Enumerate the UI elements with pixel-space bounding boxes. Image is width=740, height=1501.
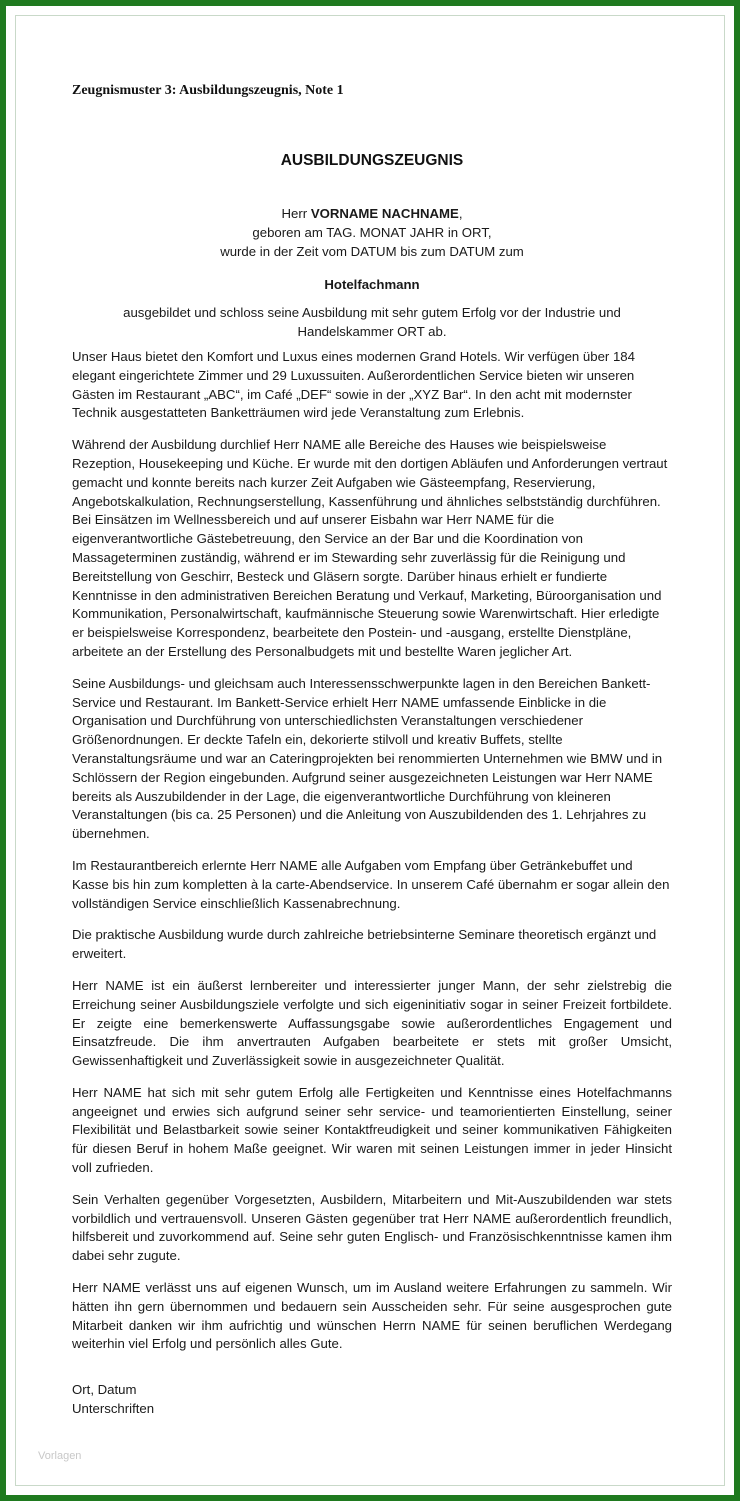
signatures: Unterschriften [72, 1400, 155, 1416]
paragraph-conduct: Sein Verhalten gegenüber Vorgesetzten, Ausbildern, Mitarbeitern und Mit-Auszubildenden war stets vorbildlich und vertrauensvoll. Unseren Gästen gegenüber trat Herr NAME außerordentlich freundlich, hilfsbereit und zuvorkommend auf. Seine sehr guten Englisch- und Französischkenntnisse kamen ihm dabei sehr zugute. [72, 1191, 672, 1264]
completion-statement: ausgebildet und schloss seine Ausbildung mit sehr gutem Erfolg vor der Industrie und Handelskammer ORT ab. [123, 305, 621, 339]
paragraph-hotel: Unser Haus bietet den Komfort und Luxus eines modernen Grand Hotels. Wir verfügen über 184 elegant eingerichtete Zimmer und 29 Luxussuiten. Außerordentlichen Service bieten wir unseren Gästen im Restaurant „ABC“, im Café „DEF“ sowie in der „XYZ Bar“. In den acht mit modernster Technik ausgestatteten Banketträumen wird jede Veranstaltung zum Erlebnis. [72, 349, 635, 421]
paragraph-skills: Herr NAME hat sich mit sehr gutem Erfolg alle Fertigkeiten und Kenntnisse eines Hotelfachmanns angeeignet und erwies sich aufgrund seiner sehr service- und teamorientierten Einstellung, seiner Flexibilität und Belastbarkeit sowie seiner Kontaktfreudigkeit und seiner kommunikativen Fähigkeiten für diesen Beruf in hohem Maße geeignet. Wir waren mit seinen Leistungen immer in jeder Hinsicht voll zufrieden. [72, 1084, 672, 1176]
profession: Hotelfachmann [324, 277, 420, 292]
paragraph-departments: Während der Ausbildung durchlief Herr NAME alle Bereiche des Hauses wie beispielsweise Rezeption, Housekeeping und Küche. Er wurde mit den dortigen Abläufen und Anforderungen vertraut gemacht und konnte bereits nach kurzer Zeit Aufgaben wie Gästeempfang, Reservierung, Angebotskalkulation, Rechnungserstellung, Kassenführung und ähnliches selbstständig durchführen. Bei Einsätzen im Wellnessbereich und auf unserer Eisbahn war Herr NAME für die eigenverantwortliche Gästebetreuung, den Service an der Bar und die Koordination von Massageterminen zuständig, während er im Stewarding sehr zuverlässig für die Reinigung und Bereitstellung von Geschirr, Besteck und Gläsern sorgte. Darüber hinaus erhielt er fundierte Kenntnisse in den administrativen Bereichen Beratung und Verkauf, Marketing, Büroorganisation und Kommunikation, Personalwirtschaft, kaufmännische Steuerung sowie Warenwirtschaft. Hier erledigte er beispielsweise Korrespondenz, bearbeitete den Postein- und -ausgang, erstellte Dienstpläne, arbeitete an der Erstellung des Personalbudgets mit und bestellte Waren jeglicher Art. [72, 437, 668, 659]
intro-block [72, 205, 672, 261]
paragraph-farewell: Herr NAME verlässt uns auf eigenen Wunsch, um im Ausland weitere Erfahrungen zu sammeln. Wir hätten ihn gern übernommen und bedauern sein Ausscheiden sehr. Für seine ausgesprochen gute Mitarbeit danken wir ihm aufrichtig und wünschen Herrn NAME für seinen beruflichen Werdegang weiterhin viel Erfolg und persönlich alles Gute. [72, 1280, 672, 1352]
period-line: wurde in der Zeit vom DATUM bis zum DATUM zum [220, 243, 524, 259]
document-caption: Zeugnismuster 3: Ausbildungszeugnis, Note 1 [72, 83, 344, 98]
place-date: Ort, Datum [72, 1382, 137, 1397]
paragraph-seminars: Die praktische Ausbildung wurde durch zahlreiche betriebsinterne Seminare theoretisch ergänzt und erweitert. [72, 927, 657, 962]
body-text [72, 348, 672, 1367]
birth-line: geboren am TAG. MONAT JAHR in ORT, [252, 224, 492, 240]
trainee-name: VORNAME NACHNAME [310, 206, 459, 221]
salutation: Herr [281, 206, 311, 221]
closing-block [72, 1381, 154, 1419]
paragraph-performance: Herr NAME ist ein äußerst lernbereiter und interessierter junger Mann, der sehr zielstrebig die Erreichung seiner Ausbildungsziele verfolgte und sich eigeninitiativ sogar in seiner Freizeit fortbildete. Er zeigte eine bemerkenswerte Auffassungsgabe sowie außerordentliches Engagement und Einsatzfreude. Die ihm anvertrauten Aufgaben bearbeitete er stets mit großer Umsicht, Gewissenhaftigkeit und Zuverlässigkeit sowie in ausgezeichneter Qualität. [72, 977, 672, 1069]
page-title: AUSBILDUNGSZEUGNIS [280, 152, 464, 169]
paragraph-banquet: Seine Ausbildungs- und gleichsam auch Interessensschwerpunkte lagen in den Bereichen Bankett-Service und Restaurant. Im Bankett-Service erhielt Herr NAME umfassende Einblicke in die Organisation und Durchführung von unterschiedlichsten Veranstaltungen verschiedener Größenordnungen. Er deckte Tafeln ein, dekorierte stilvoll und kreativ Buffets, stellte Veranstaltungsräume und war an Cateringprojekten bei renommierten Unternehmen wie BMW und in Schlössern der Region eingebunden. Aufgrund seiner ausgezeichneten Leistungen war Herr NAME bereits als Auszubildender in der Lage, die eigenverantwortliche Durchführung von kleineren Veranstaltungen (bis ca. 25 Personen) und die Anleitung von Auszubildenden des 1. Lehrjahres zu übernehmen. [72, 675, 663, 842]
paragraph-restaurant: Im Restaurantbereich erlernte Herr NAME alle Aufgaben vom Empfang über Getränkebuffet und Kasse bis hin zum kompletten à la carte-Abendservice. In unserem Café übernahm er sogar allein den vollständigen Service einschließlich Kassenabrechnung. [72, 857, 670, 911]
intro-name-line [72, 205, 672, 224]
watermark: Vorlagen [38, 1450, 82, 1462]
comma: , [458, 206, 463, 221]
